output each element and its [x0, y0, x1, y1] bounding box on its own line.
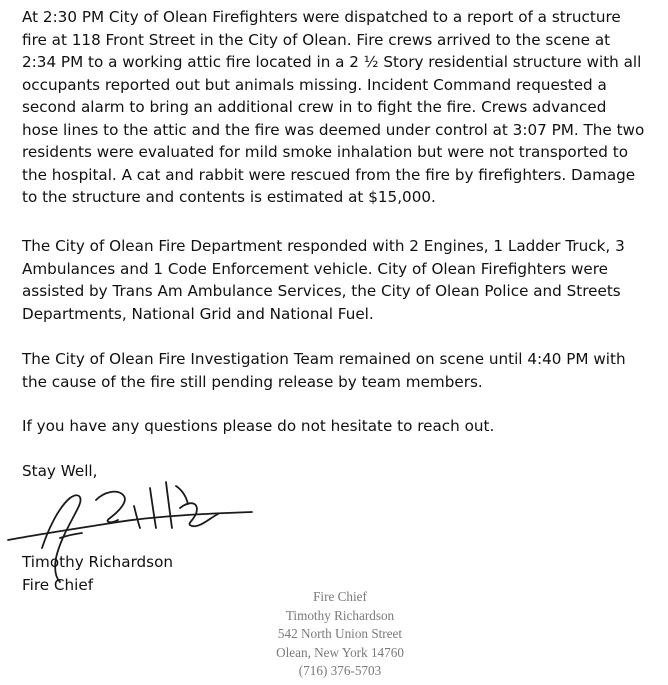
text-line: hose lines to the attic and the fire was deemed under control at 3:07 PM. The two — [22, 120, 645, 139]
text-line: 2:34 PM to a working attic fire located in a 2 ½ Story residential structure with all — [22, 53, 642, 71]
letterhead-street: 542 North Union Street — [277, 626, 403, 641]
signer-title-text: Fire Chief — [22, 576, 94, 594]
signer-title — [22, 574, 93, 597]
text-line: fire at 118 Front Street in the City of Olean. Fire crews arrived to the scene at — [22, 30, 611, 49]
text-line: occupants reported out but animals missing. Incident Command requested a — [22, 75, 607, 94]
letterhead-phone: (716) 376-5703 — [298, 663, 382, 678]
text-line: The City of Olean Fire Department responded with 2 Engines, 1 Ladder Truck, 3 — [22, 237, 625, 255]
signer-name-text: Timothy Richardson — [22, 553, 174, 571]
text-line: The City of Olean Fire Investigation Team remained on scene until 4:40 PM with — [22, 350, 626, 368]
letterhead-city: Olean, New York 14760 — [276, 644, 404, 660]
signer-name — [22, 551, 173, 574]
text-line: assisted by Trans Am Ambulance Services, the City of Olean Police and Streets — [22, 282, 621, 300]
text-line: residents were evaluated for mild smoke inhalation but were not transported to — [22, 143, 628, 161]
questions-paragraph — [22, 415, 494, 438]
letterhead-name: Timothy Richardson — [285, 607, 395, 623]
letterhead-title: Fire Chief — [313, 589, 367, 604]
response-paragraph — [22, 235, 625, 325]
letterhead-stamp — [230, 588, 450, 681]
closing-text: Stay Well, — [22, 462, 98, 480]
text-line: to the structure and contents is estimated at $15,000. — [22, 188, 436, 206]
text-line: At 2:30 PM City of Olean Firefighters were dispatched to a report of a structure — [22, 8, 621, 26]
text-line: second alarm to bring an additional crew in to fight the fire. Crews advanced — [22, 98, 607, 116]
incident-paragraph — [22, 6, 644, 209]
text-line: the hospital. A cat and rabbit were rescued from the fire by firefighters. Damage — [22, 165, 636, 184]
text-line: If you have any questions please do not hesitate to reach out. — [22, 417, 495, 435]
text-line: Departments, National Grid and National Fuel. — [22, 304, 374, 323]
text-line: the cause of the fire still pending release by team members. — [22, 372, 483, 391]
investigation-paragraph — [22, 348, 626, 393]
text-line: Ambulances and 1 Code Enforcement vehicle. City of Olean Firefighters were — [22, 259, 608, 278]
